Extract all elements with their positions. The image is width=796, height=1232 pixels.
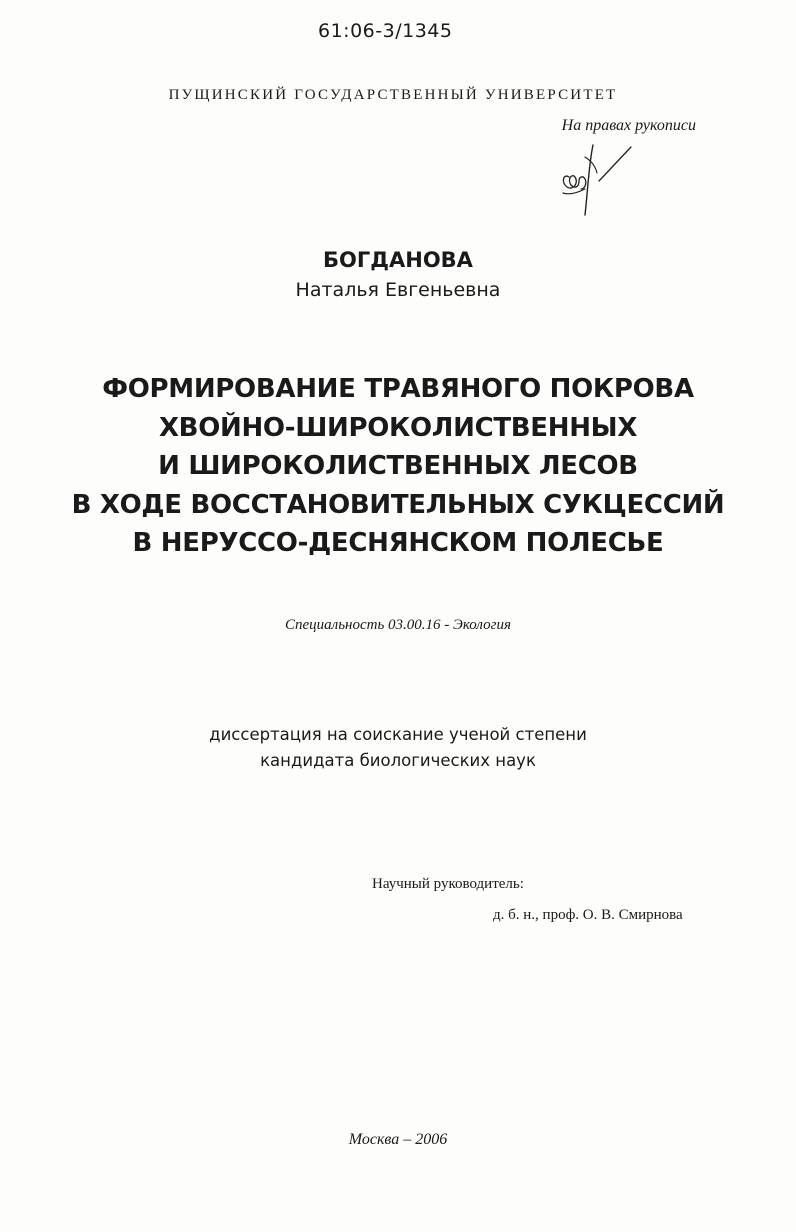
advisor-name: д. б. н., проф. О. В. Смирнова xyxy=(493,907,683,923)
catalog-code: 61:06-3/1345 xyxy=(318,20,453,42)
university-name xyxy=(0,87,796,104)
dissertation-title xyxy=(0,370,796,563)
city-year: Москва – 2006 xyxy=(348,1131,448,1148)
advisor-label: Научный руководитель: xyxy=(372,876,524,892)
author-given-names: Наталья Евгеньевна xyxy=(295,279,501,301)
title-line: В ХОДЕ ВОССТАНОВИТЕЛЬНЫХ СУКЦЕССИЙ xyxy=(71,489,725,520)
author-surname: БОГДАНОВА xyxy=(323,248,473,272)
title-line: ФОРМИРОВАНИЕ ТРАВЯНОГО ПОКРОВА xyxy=(102,374,694,404)
title-line: ХВОЙНО-ШИРОКОЛИСТВЕННЫХ xyxy=(158,412,638,443)
degree-line: диссертация на соискание ученой степени xyxy=(209,725,587,744)
title-line: В НЕРУССО-ДЕСНЯНСКОМ ПОЛЕСЬЕ xyxy=(132,528,664,558)
specialty: Специальность 03.00.16 - Экология xyxy=(285,617,511,633)
university-name-text: ПУЩИНСКИЙ ГОСУДАРСТВЕННЫЙ УНИВЕРСИТЕТ xyxy=(168,87,618,103)
title-line: И ШИРОКОЛИСТВЕННЫХ ЛЕСОВ xyxy=(158,451,638,481)
handwritten-signature xyxy=(555,143,635,218)
degree-line: кандидата биологических наук xyxy=(260,751,536,770)
manuscript-rights-note: На правах рукописи xyxy=(561,117,696,134)
degree-statement xyxy=(0,722,796,774)
